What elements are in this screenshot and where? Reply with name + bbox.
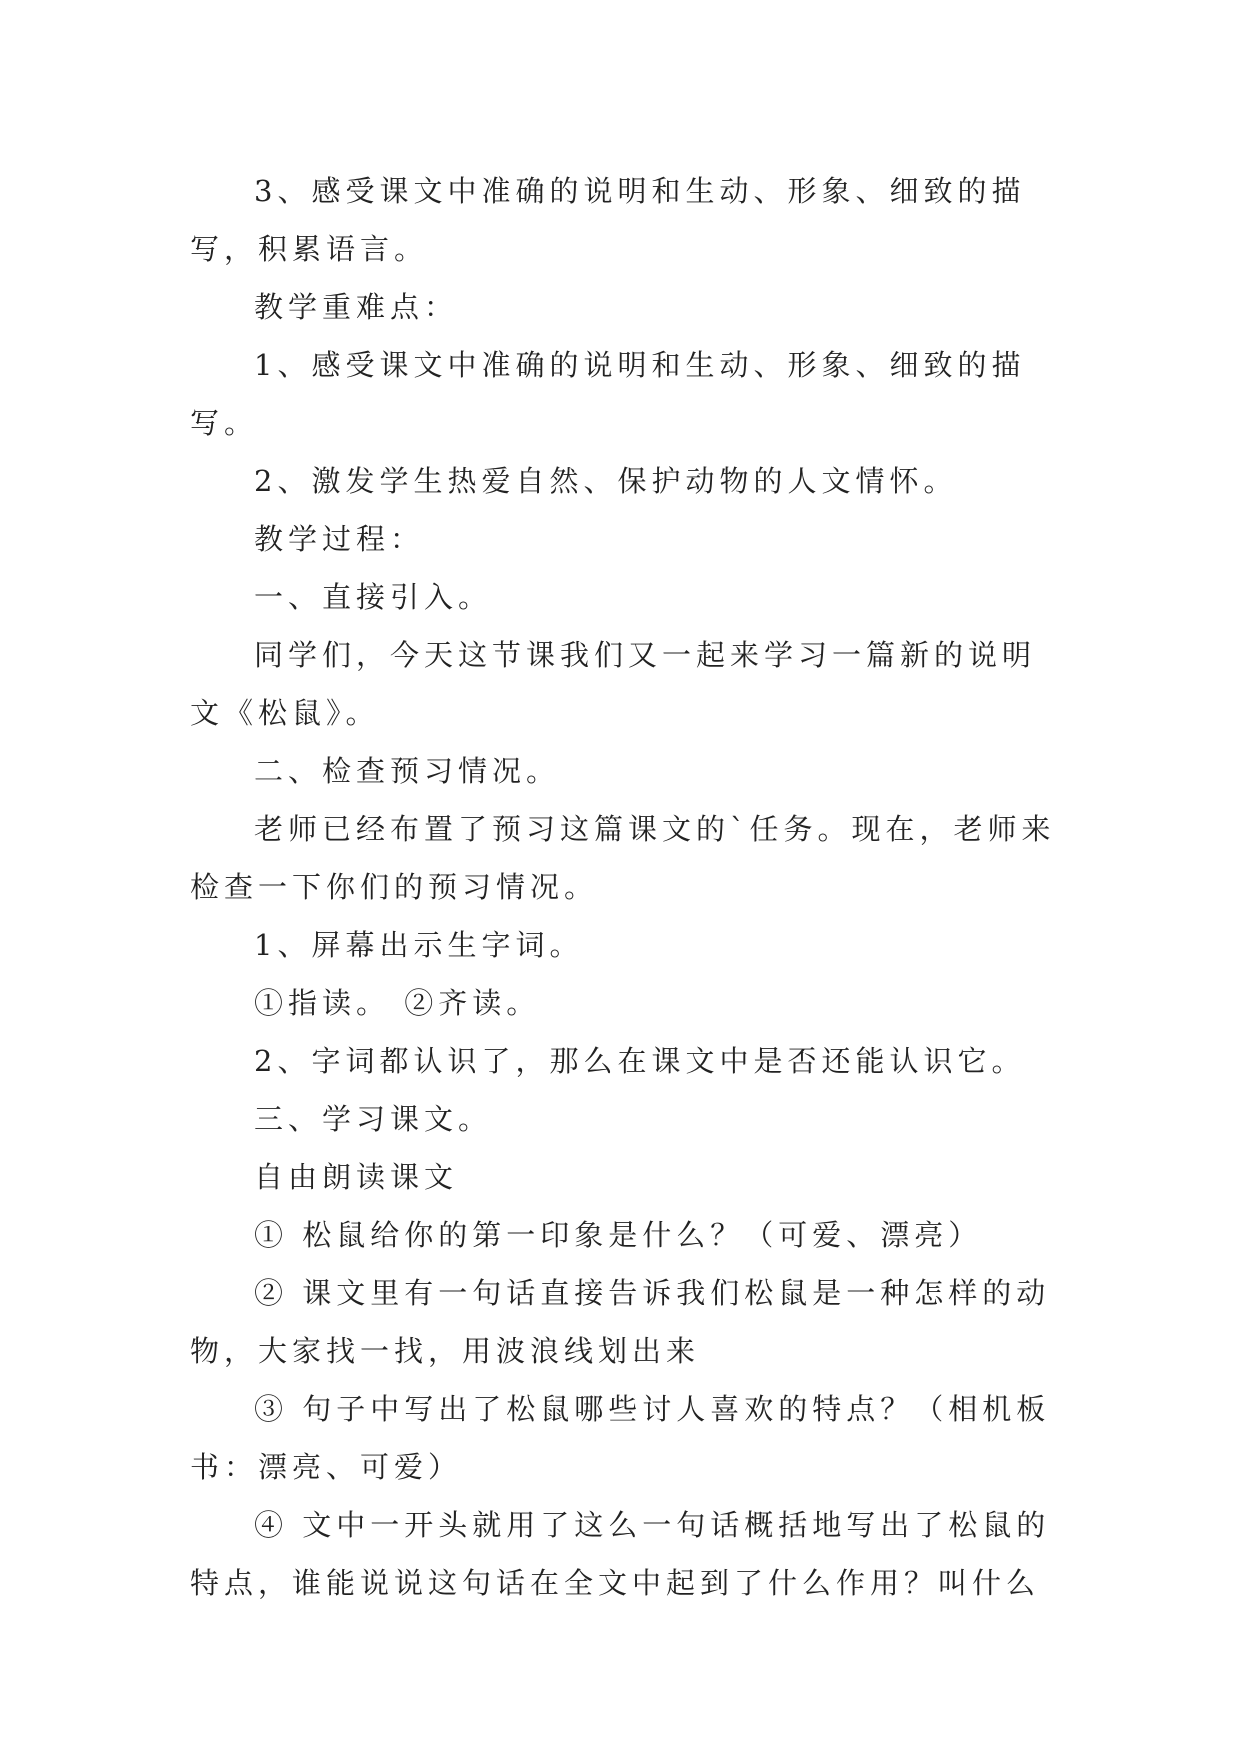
paragraph: 二、检查预习情况。 <box>254 754 561 788</box>
paragraph: ①指读。 ②齐读。 <box>254 986 541 1020</box>
paragraph: 1、感受课文中准确的说明和生动、形象、细致的描写。 <box>190 348 1026 440</box>
paragraph: 自由朗读课文 <box>254 1160 459 1194</box>
paragraph: 老师已经布置了预习这篇课文的`任务。现在，老师来检查一下你们的预习情况。 <box>190 812 1056 904</box>
paragraph: 2、字词都认识了，那么在课文中是否还能认识它。 <box>254 1044 1026 1078</box>
paragraph: 2、激发学生热爱自然、保护动物的人文情怀。 <box>254 464 958 498</box>
paragraph: 1、屏幕出示生字词。 <box>254 928 584 962</box>
paragraph: ④ 文中一开头就用了这么一句话概括地写出了松鼠的特点，谁能说说这句话在全文中起到了什么作用？叫什么 <box>190 1508 1051 1600</box>
paragraph: ① 松鼠给你的第一印象是什么？（可爱、漂亮） <box>254 1218 983 1252</box>
paragraph: 3、感受课文中准确的说明和生动、形象、细致的描写，积累语言。 <box>190 174 1026 266</box>
paragraph: 一、直接引入。 <box>254 580 493 614</box>
paragraph: ③ 句子中写出了松鼠哪些讨人喜欢的特点？（相机板书：漂亮、可爱） <box>190 1392 1051 1484</box>
paragraph: 同学们，今天这节课我们又一起来学习一篇新的说明文《松鼠》。 <box>190 638 1037 730</box>
paragraph: 教学重难点： <box>254 290 459 324</box>
paragraph: ② 课文里有一句话直接告诉我们松鼠是一种怎样的动物，大家找一找，用波浪线划出来 <box>190 1276 1051 1368</box>
paragraph: 三、学习课文。 <box>254 1102 493 1136</box>
paragraph: 教学过程： <box>254 522 425 556</box>
document-body <box>190 162 1060 1612</box>
